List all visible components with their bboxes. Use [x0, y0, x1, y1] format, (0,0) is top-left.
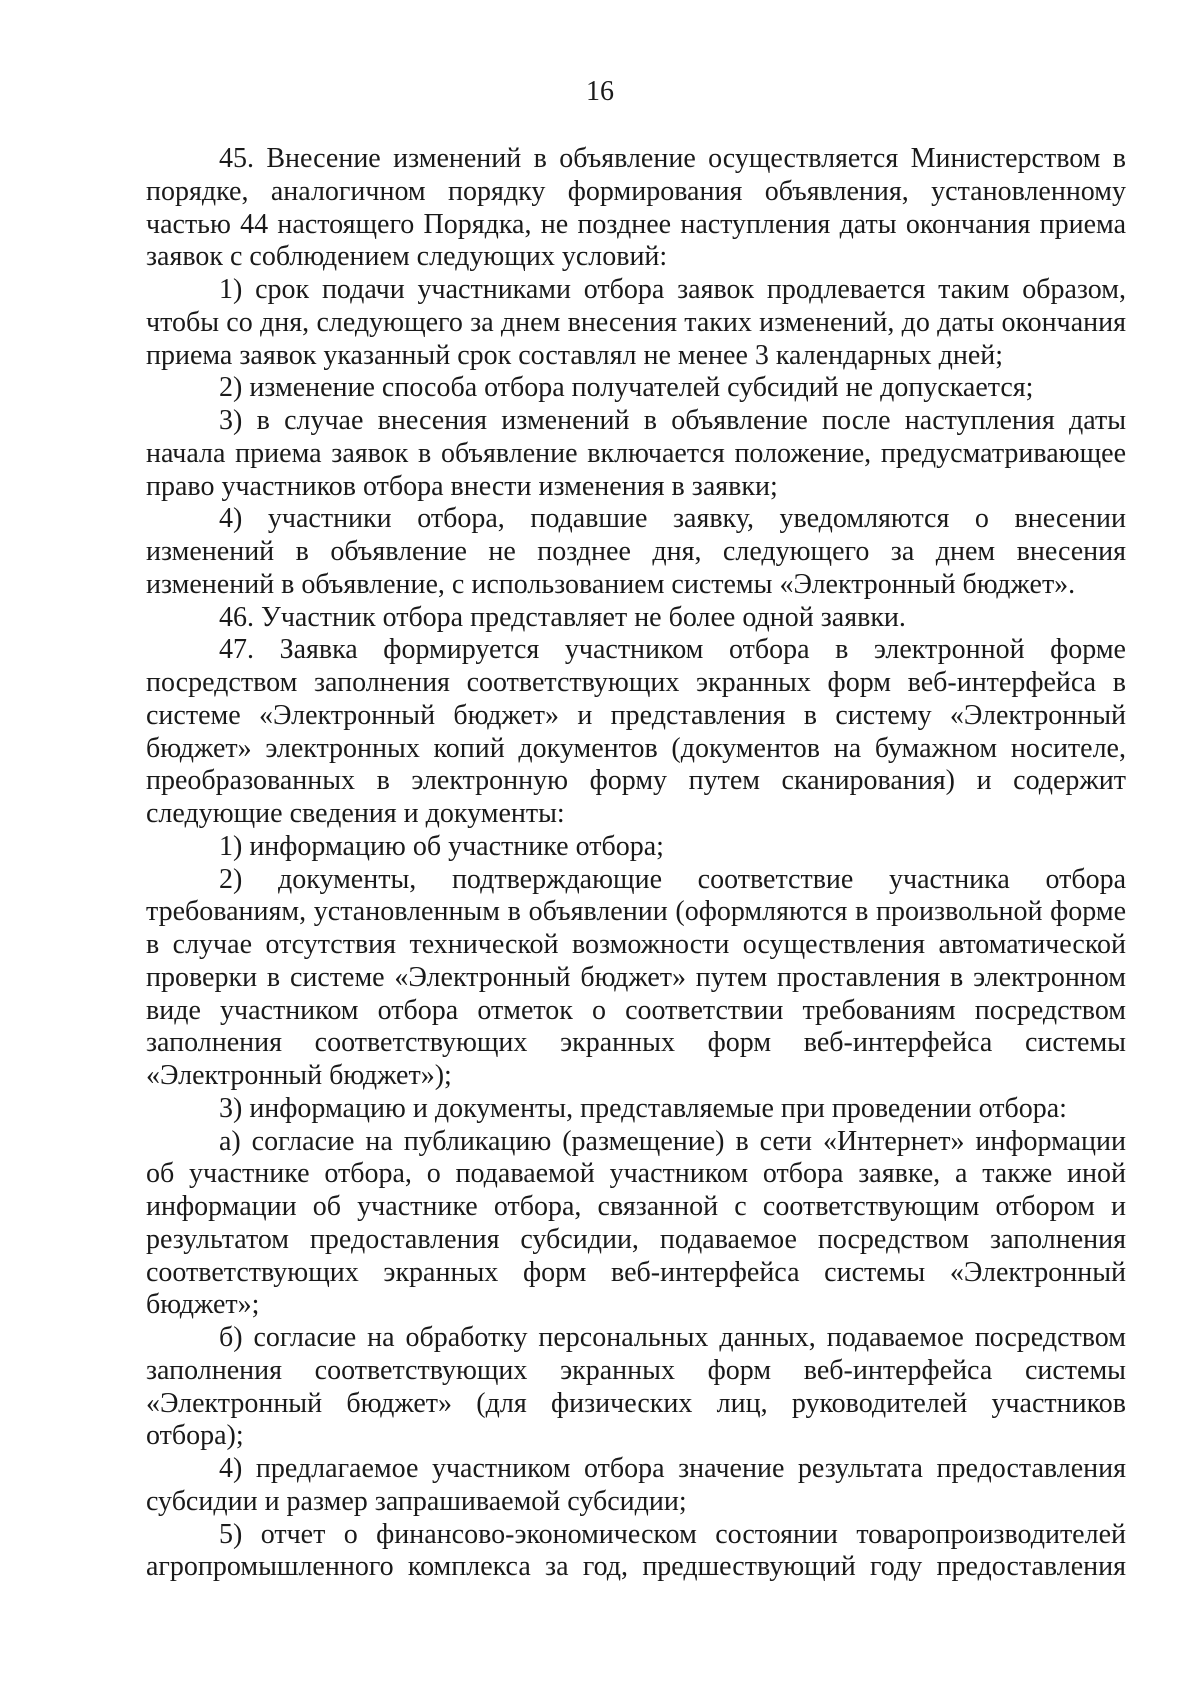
paragraph-47-item-3a: а) согласие на публикацию (размещение) в сети «Интернет» информации об участнике отбора, о подаваемой участником отбора заявке, а также иной информации об участнике отбора, связанной с соответствующим отбором и результатом предоставления субсидии, подаваемое посредством заполнения соответствующих экранных форм веб-интерфейса системы «Электронный бюджет»;: [146, 1125, 1126, 1321]
paragraph-47-item-2: 2) документы, подтверждающие соответствие участника отбора требованиям, установленным в объявлении (оформляются в произвольной форме в случае отсутствия технической возможности осуществления автоматической проверки в системе «Электронный бюджет» путем проставления в электронном виде участником отбора отметок о соответствии требованиям посредством заполнения соответствующих экранных форм веб-интерфейса системы «Электронный бюджет»);: [146, 863, 1126, 1091]
paragraph-45: 45. Внесение изменений в объявление осуществляется Министерством в порядке, аналогичном порядку формирования объявления, установленному частью 44 настоящего Порядка, не позднее наступления даты окончания приема заявок с соблюдением следующих условий:: [146, 143, 1126, 273]
paragraph-45-item-1: 1) срок подачи участниками отбора заявок продлевается таким образом, чтобы со дня, следующего за днем внесения таких изменений, до даты окончания приема заявок указанный срок составлял не менее 3 календарных дней;: [146, 274, 1126, 371]
paragraph-47-item-3b: б) согласие на обработку персональных данных, подаваемое посредством заполнения соответствующих экранных форм веб-интерфейса системы «Электронный бюджет» (для физических лиц, руководителей участников отбора);: [146, 1322, 1126, 1452]
paragraph-45-item-3: 3) в случае внесения изменений в объявление после наступления даты начала приема заявок в объявление включается положение, предусматривающее право участников отбора внести изменения в заявки;: [146, 405, 1126, 502]
paragraph-47-item-4: 4) предлагаемое участником отбора значение результата предоставления субсидии и размер запрашиваемой субсидии;: [146, 1453, 1126, 1517]
paragraph-47-item-3: 3) информацию и документы, представляемые при проведении отбора:: [219, 1092, 1067, 1124]
paragraph-45-item-2: 2) изменение способа отбора получателей субсидий не допускается;: [219, 372, 1034, 404]
paragraph-47-item-5: 5) отчет о финансово-экономическом состоянии товаропроизводителей агропромышленного комплекса за год, предшествующий году предоставления: [146, 1518, 1126, 1583]
document-body: [146, 143, 1126, 1584]
paragraph-45-item-4: 4) участники отбора, подавшие заявку, уведомляются о внесении изменений в объявление не позднее дня, следующего за днем внесения изменений в объявление, с использованием системы «Электронный бюджет».: [146, 503, 1126, 600]
page-number: 16: [586, 76, 614, 107]
paragraph-47-item-1: 1) информацию об участнике отбора;: [219, 830, 664, 862]
paragraph-47: 47. Заявка формируется участником отбора в электронной форме посредством заполнения соответствующих экранных форм веб-интерфейса в системе «Электронный бюджет» и представления в систему «Электронный бюджет» электронных копий документов (документов на бумажном носителе, преобразованных в электронную форму путем сканирования) и содержит следующие сведения и документы:: [146, 634, 1126, 829]
paragraph-46: 46. Участник отбора представляет не более одной заявки.: [219, 601, 906, 633]
